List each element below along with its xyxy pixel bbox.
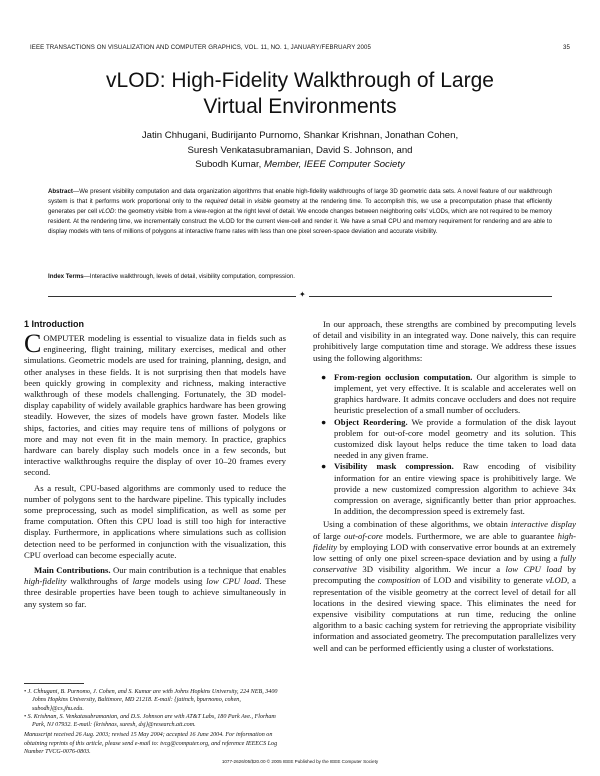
bullet-icon: ● [321,461,327,472]
footnote-1 [24,688,286,713]
p-text: of large [313,530,345,541]
bullet-3-label: Visibility mask compression. [334,461,454,472]
algorithm-list [313,372,576,518]
manuscript-note [24,731,286,756]
abstract [48,187,552,237]
journal-header: IEEE TRANSACTIONS ON VISUALIZATION AND COMPUTER GRAPHICS, VOL. 11, NO. 1, JANUARY/FEBRUARY 2005 [30,44,372,51]
emph-low-cpu: low CPU load [505,564,562,575]
copyright-line: 1077-2626/05/$20.00 © 2005 IEEE Published by the IEEE Computer Society [221,759,379,764]
abstract-emph-vlod: vLOD [98,207,115,215]
emph-fully-conservative: fully conservative [313,553,576,575]
intro-paragraph-1 [24,329,286,479]
p-text: by employing LOD with conservative error bounds at an extremely low setting of only one pixel screen-space deviation and by using a [313,541,576,564]
main-contributions-label: Main Contributions. [34,565,111,576]
bullet-icon: ● [321,416,327,427]
abstract-text-2: detail in [227,197,255,205]
title-line-1: vLOD: High-Fidelity Walkthrough of Large [106,69,494,92]
divider-ornament-icon: ✦ [296,291,309,299]
list-item [321,461,577,517]
column-right [313,319,576,654]
author-membership: Member, IEEE Computer Society [264,159,405,170]
bullet-icon: ● [321,371,327,382]
index-terms [48,272,552,282]
emph-interactive-display: interactive display [510,519,576,530]
emph-out-of-core: out-of-core [344,530,383,541]
abstract-text-1: —We present visibility computation and data organization algorithms that enable high-fidelity walkthroughs of large 3D geometric data sets. A novel feature of our walkthrough system is that it performs work proportional only to the [48,188,552,205]
abstract-emph-visible: visible [254,197,272,205]
approach-paragraph: In our approach, these strengths are combined by precomputing levels of detail and visibility in an integrated way. Done naively, this can require prohibitively large computation time and storage. We address these issues using the following algorithms: [313,319,576,363]
abstract-emph-required: required [204,197,228,205]
intro-p1-text: OMPUTER modeling is essential to visualize data in fields such as engineering, flight training, military exercises, medical and other simulations. Geometric models are used for training, planning, design, and other analyses in these fields. It is not surprising then that models have been quickly growing in complexity and richness, making interactive walkthrough of these models challenging. Fortunately, the 3D model-display capability of widely available graphics hardware has been growing steadily. However, the sizes of models have grown faster. Models like ships, factories, and cities may require tens of millions of polygons or more and may not even fit in the main memory. In practice, graphics hardware can barely display such models once in a few seconds, but interactive walkthroughs require the display of over 10–20 frames every second. [24,333,286,478]
p3-text-d: . These three desirable properties have been tough to achieve simultaneously in any system so far. [24,576,286,609]
p-text: by precomputing the [313,564,577,586]
author-list [0,129,600,173]
column-left [24,329,286,610]
bullet-1-label: From-region occlusion computation. [334,371,473,382]
index-terms-text: —Interactive walkthrough, levels of detail, visibility computation, compression. [83,273,295,280]
emph-high-fidelity: high-fidelity [313,530,576,552]
title-line-2: Virtual Environments [203,95,397,118]
p3-emph-high-fidelity: high-fidelity [24,576,67,587]
bullet-2-label: Object Reordering. [334,416,408,427]
abstract-text-4: : the geometry visible from a view-region at the right level of detail. We encode changes between neighboring cells' vLODs, which are not required to be memory resident. At the rendering time, we incrementally construct the vLOD for the current view-cell and render it. We have a small CPU and memory requirement for rendering and are able to display models with tens of millions of polygons at interactive frame rates with less than one pixel screen-space deviation and accurate visibility. [48,207,552,235]
list-item [321,371,576,417]
index-terms-label: Index Terms [48,273,84,280]
drop-cap: C [24,329,42,358]
section-heading: 1 Introduction [24,319,84,329]
footnote-2-text: • S. Krishnan, S. Venkatasubramanian, and D.S. Johnson are with AT&T Labs, 180 Park Ave., Florham Park, NJ 07932. E-mail: {krishnas, suresh, dsj}@research.att.com. [24,713,276,729]
page-number: 35 [563,44,570,51]
p3-text-b: walkthroughs of [66,576,133,587]
p-text: Using a combination of these algorithms, we obtain [323,519,511,530]
bullet-2-text: We provide a formulation of the disk layout problem for out-of-core model geometry and its solution. This customized disk layout helps reduce the time taken to load data needed in any given frame. [334,416,576,461]
combination-paragraph [313,519,576,653]
bullet-1-text: Our algorithm is simple to implement, yet very effective. It is scalable and accelerates well on graphics hardware. It admits concave occluders and does not require heuristic preselection of a small number of occluders. [334,371,576,416]
authors-line-1: Jatin Chhugani, Budirijanto Purnomo, Shankar Krishnan, Jonathan Cohen, [141,130,459,141]
p-text: of LOD and visibility to generate [420,575,546,586]
paper-title [0,68,600,120]
list-item [321,416,576,462]
footnote-rule [24,683,84,684]
footnote-2 [24,713,286,730]
p3-emph-low-cpu: low CPU load [206,576,260,587]
p3-text-a: Our main contribution is a technique that enables [110,565,286,576]
authors-line-3a: Subodh Kumar, [195,159,265,170]
bullet-3-text: Raw encoding of visibility information for an entire viewing space is prohibitively large. We provide a new customized compression algorithm to achieve 34x compression on average, significantly better than prior approaches. In addition, the decompression speed is extremely fast. [334,461,577,517]
authors-line-2: Suresh Venkatasubramanian, David S. Johnson, and [187,144,413,156]
intro-paragraph-2: As a result, CPU-based algorithms are commonly used to reduce the number of polygons sent to the hardware pipeline. This typically includes some preprocessing, such as model simplification, as well as some per frame computation. Often this CPU load is still too high for interactive display. Furthermore, in applications where simulations such as collision detection need to be performed in conjunction with the visualization, this CPU overload can become especially acute. [24,482,286,560]
intro-paragraph-3 [24,565,286,610]
running-header [30,44,570,51]
p-text: 3D visibility algorithm. We incur a [356,564,506,575]
authors-line-3 [0,158,600,173]
abstract-label: Abstract [48,188,73,195]
footnotes [24,688,286,756]
p3-emph-large: large [132,576,151,587]
footnote-1-text: • J. Chhugani, B. Purnomo, J. Cohen, and S. Kumar are with Johns Hopkins University, 224 NEB, 3400 Johns Hopkins University, Baltimore, MD 21218. E-mail: {jatinch, bpurnomo, cohen, subodh}@cs.jhu.edu. [24,689,278,712]
p3-text-c: models using [150,576,207,587]
emph-vlod: vLOD [545,575,567,586]
manuscript-note-text: Manuscript received 26 Aug. 2003; revised 15 May 2004; accepted 16 June 2004. For information on obtaining reprints of this article, please send e-mail to: tvcg@computer.org, and reference IEEECS Log Number TVCG-0076-0803. [24,732,278,756]
p-text: models. Furthermore, we are able to guarantee [382,530,558,541]
p-text: , a representation of the visible geometry at the correct level of detail for all locations in the desired viewing space. This eliminates the need for expensive visibility computations at run time, reducing the online algorithm to a basic caching system for retrieving the appropriate visibility information and associated geometry. The precomputation parallelizes very well and can be performed efficiently using a cluster of workstations. [313,575,576,653]
emph-composition: composition [377,575,421,586]
abstract-text-3: geometry at the rendering time. To accomplish this, we use a precomputation phase that efficiently generates per cell [48,197,552,215]
